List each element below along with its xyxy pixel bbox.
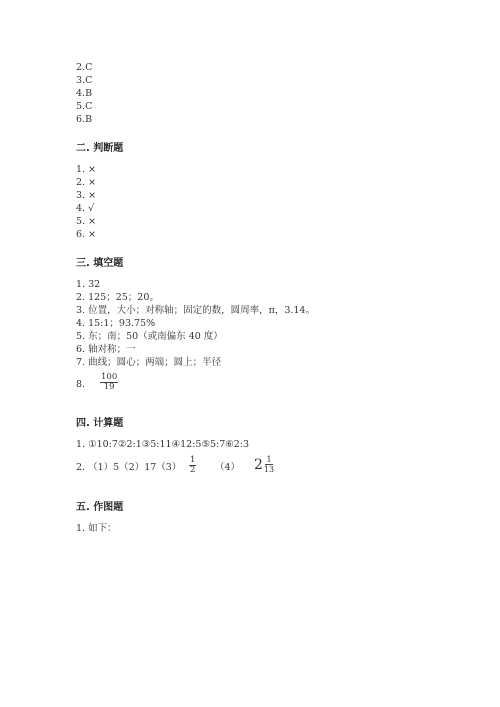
answer-line: 1. 如下：	[76, 523, 117, 534]
answer-line: 2. （1）5（2）17（3）	[76, 462, 182, 473]
answer-line: 6. ×	[76, 229, 97, 240]
answer-line: 3. 位置，大小；对称轴；固定的数，圆周率，π，3.14。	[76, 305, 315, 316]
answer-line: 4. 15:1；93.75%	[76, 318, 156, 329]
answer-line: 5.C	[76, 101, 93, 112]
answer-line: 2. 125；25；20。	[76, 292, 159, 303]
answer-line: 2. ×	[76, 177, 97, 188]
mixed-number-whole: 2	[254, 456, 263, 473]
fraction	[100, 373, 118, 392]
answer-line: 4.B	[76, 88, 93, 99]
fraction-denominator: 2	[190, 465, 196, 475]
fraction	[189, 456, 196, 475]
fraction-denominator: 13	[263, 465, 275, 474]
answer-line: 1. 32	[76, 279, 101, 290]
fraction-numerator: 100	[101, 372, 118, 382]
answer-line: 6.B	[76, 114, 93, 125]
section-title: 四. 计算题	[76, 418, 124, 429]
answer-line: 4. √	[76, 203, 95, 214]
fraction-denominator: 19	[103, 382, 115, 392]
fraction-numerator: 1	[190, 455, 196, 465]
fraction-numerator: 1	[266, 455, 272, 464]
section-title: 五. 作图题	[76, 502, 124, 513]
answer-line: 5. 东；南；50（或南偏东 40 度）	[76, 331, 223, 342]
answer-line: 6. 轴对称；一	[76, 344, 136, 355]
answer-line: 7. 曲线；圆心；两端；圆上；半径	[76, 357, 222, 368]
answer-line: 1. ×	[76, 164, 97, 175]
answer-line: 1. ①10:7②2:1③5:11④12:5⑤5:7⑥2:3	[76, 439, 250, 450]
answer-label: （4）	[215, 462, 241, 473]
answer-line: 3.C	[76, 75, 93, 86]
section-title: 二. 判断题	[76, 143, 124, 154]
mixed-number	[254, 455, 274, 474]
answer-line: 2.C	[76, 62, 93, 73]
answer-line: 5. ×	[76, 216, 97, 227]
answer-line: 3. ×	[76, 190, 97, 201]
fraction	[264, 455, 274, 474]
answer-label: 8.	[76, 379, 86, 390]
section-title: 三. 填空题	[76, 258, 124, 269]
